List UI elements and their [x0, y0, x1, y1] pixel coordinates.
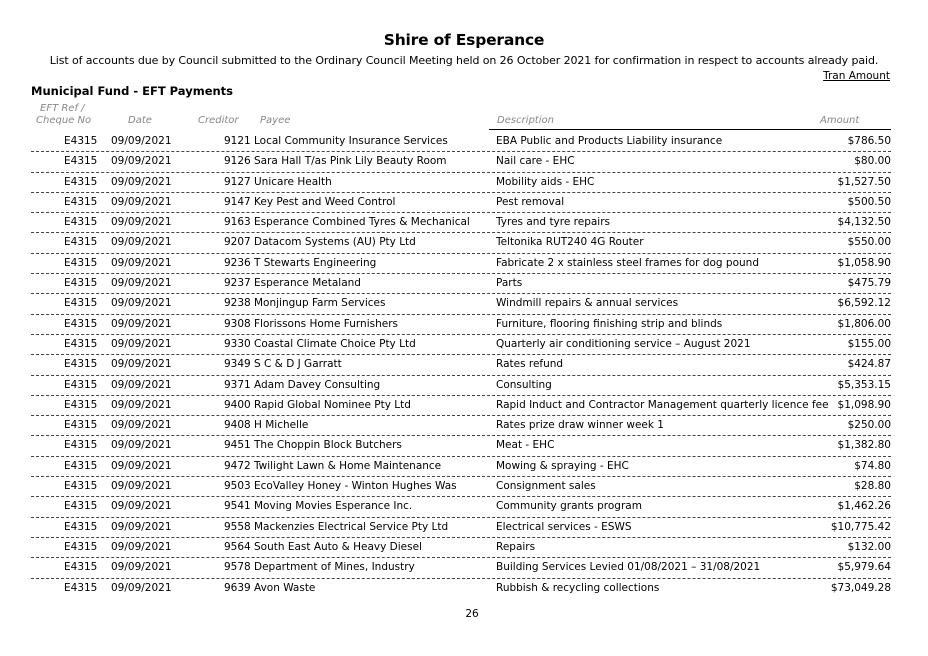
cell-creditor: 9126	[224, 155, 251, 168]
cell-date: 09/09/2021	[111, 256, 172, 269]
page-title: Shire of Esperance	[383, 31, 545, 49]
table-row	[31, 173, 891, 193]
table-row	[31, 457, 891, 477]
cell-payee: Florissons Home Furnishers	[254, 317, 398, 330]
table-row	[31, 213, 891, 233]
cell-payee: Coastal Climate Choice Pty Ltd	[254, 337, 416, 350]
cell-date: 09/09/2021	[111, 358, 172, 371]
cell-payee: Moving Movies Esperance Inc.	[254, 500, 413, 513]
cell-description: Fabricate 2 x stainless steel frames for dog pound	[496, 256, 759, 269]
cell-description: Pest removal	[496, 195, 565, 208]
col-header-description: Description	[497, 115, 554, 126]
table-row	[31, 355, 891, 375]
cell-ref: E4315	[64, 155, 98, 168]
cell-amount: $28.80	[854, 480, 891, 493]
cell-date: 09/09/2021	[111, 480, 172, 493]
cell-amount: $1,058.90	[837, 256, 891, 269]
cell-payee: Unicare Health	[254, 175, 332, 188]
cell-amount: $550.00	[847, 236, 891, 249]
table-row	[31, 477, 891, 497]
cell-description: Furniture, flooring finishing strip and blinds	[496, 317, 723, 330]
cell-ref: E4315	[64, 540, 98, 553]
cell-date: 09/09/2021	[111, 236, 172, 249]
table-row	[31, 233, 891, 253]
cell-amount: $1,098.90	[837, 398, 891, 411]
cell-creditor: 9127	[224, 175, 251, 188]
cell-description: Parts	[496, 277, 523, 290]
cell-date: 09/09/2021	[111, 581, 172, 594]
cell-date: 09/09/2021	[111, 439, 172, 452]
cell-date: 09/09/2021	[111, 378, 172, 391]
cell-amount: $10,775.42	[830, 520, 891, 533]
cell-description: Rapid Induct and Contractor Management quarterly licence fee	[496, 398, 829, 411]
table-row	[31, 558, 891, 578]
cell-amount: $786.50	[847, 135, 891, 147]
cell-payee: S C & D J Garratt	[254, 358, 342, 371]
page-number: 26	[465, 608, 479, 620]
cell-payee: The Choppin Block Butchers	[254, 439, 402, 452]
table-row	[31, 538, 891, 558]
table-row	[31, 335, 891, 355]
cell-payee: Local Community Insurance Services	[254, 135, 448, 147]
cell-ref: E4315	[64, 520, 98, 533]
cell-creditor: 9564	[224, 540, 251, 553]
cell-date: 09/09/2021	[111, 540, 172, 553]
cell-creditor: 9371	[224, 378, 251, 391]
cell-payee: Avon Waste	[254, 581, 316, 594]
cell-amount: $74.80	[854, 459, 891, 472]
cell-ref: E4315	[64, 398, 98, 411]
cell-amount: $155.00	[847, 337, 891, 350]
cell-creditor: 9578	[224, 561, 251, 574]
table-row	[31, 416, 891, 436]
cell-date: 09/09/2021	[111, 520, 172, 533]
cell-description: Teltonika RUT240 4G Router	[496, 236, 644, 249]
cell-amount: $73,049.28	[830, 581, 891, 594]
cell-description: Windmill repairs & annual services	[496, 297, 679, 310]
cell-description: Electrical services - ESWS	[496, 520, 632, 533]
cell-ref: E4315	[64, 317, 98, 330]
cell-description: Nail care - EHC	[496, 155, 575, 168]
col-header-creditor: Creditor	[198, 115, 239, 126]
cell-creditor: 9237	[224, 277, 251, 290]
cell-description: Rates refund	[496, 358, 564, 371]
table-row	[31, 315, 891, 335]
cell-ref: E4315	[64, 459, 98, 472]
cell-amount: $1,462.26	[837, 500, 891, 513]
cell-ref: E4315	[64, 581, 98, 594]
cell-payee: Mackenzies Electrical Service Pty Ltd	[254, 520, 449, 533]
cell-description: EBA Public and Products Liability insurance	[496, 135, 723, 147]
cell-date: 09/09/2021	[111, 195, 172, 208]
cell-payee: T Stewarts Engineering	[254, 256, 377, 269]
cell-ref: E4315	[64, 480, 98, 493]
cell-payee: Esperance Metaland	[254, 277, 361, 290]
cell-amount: $250.00	[847, 419, 891, 432]
cell-description: Building Services Levied 01/08/2021 – 31/08/2021	[496, 561, 761, 574]
cell-description: Consignment sales	[496, 480, 596, 493]
cell-date: 09/09/2021	[111, 317, 172, 330]
tran-amount-label: Tran Amount	[823, 70, 890, 82]
table-row	[31, 376, 891, 396]
cell-ref: E4315	[64, 135, 98, 147]
cell-date: 09/09/2021	[111, 459, 172, 472]
cell-amount: $1,382.80	[837, 439, 891, 452]
table-row	[31, 294, 891, 314]
cell-date: 09/09/2021	[111, 297, 172, 310]
cell-description: Tyres and tyre repairs	[496, 216, 611, 229]
cell-creditor: 9558	[224, 520, 251, 533]
cell-amount: $500.50	[847, 195, 891, 208]
table-row	[31, 497, 891, 517]
cell-creditor: 9541	[224, 500, 251, 513]
cell-creditor: 9639	[224, 581, 251, 594]
cell-payee: Rapid Global Nominee Pty Ltd	[254, 398, 411, 411]
table-row	[31, 254, 891, 274]
cell-creditor: 9349	[224, 358, 251, 371]
cell-description: Repairs	[496, 540, 536, 553]
cell-ref: E4315	[64, 175, 98, 188]
table-row	[31, 579, 891, 599]
cell-payee: EcoValley Honey - Winton Hughes Was	[254, 480, 457, 493]
cell-description: Rubbish & recycling collections	[496, 581, 660, 594]
cell-ref: E4315	[64, 297, 98, 310]
cell-amount: $475.79	[847, 277, 891, 290]
table-row	[31, 132, 891, 152]
cell-ref: E4315	[64, 195, 98, 208]
cell-creditor: 9238	[224, 297, 251, 310]
cell-payee: Twilight Lawn & Home Maintenance	[254, 459, 442, 472]
cell-payee: South East Auto & Heavy Diesel	[254, 540, 422, 553]
cell-payee: Datacom Systems (AU) Pty Ltd	[254, 236, 416, 249]
table-row	[31, 193, 891, 213]
col-header-ref-line2: Cheque No	[36, 115, 92, 126]
cell-amount: $132.00	[847, 540, 891, 553]
cell-amount: $1,527.50	[837, 175, 891, 188]
cell-payee: Esperance Combined Tyres & Mechanical	[254, 216, 470, 229]
cell-creditor: 9308	[224, 317, 251, 330]
cell-ref: E4315	[64, 439, 98, 452]
cell-creditor: 9503	[224, 480, 251, 493]
table-row	[31, 518, 891, 538]
cell-creditor: 9472	[224, 459, 251, 472]
cell-creditor: 9163	[224, 216, 251, 229]
payments-table	[0, 132, 928, 599]
cell-ref: E4315	[64, 358, 98, 371]
cell-description: Meat - EHC	[496, 439, 555, 452]
cell-date: 09/09/2021	[111, 175, 172, 188]
cell-description: Rates prize draw winner week 1	[496, 419, 664, 432]
cell-description: Quarterly air conditioning service – August 2021	[496, 337, 751, 350]
cell-ref: E4315	[64, 500, 98, 513]
table-row	[31, 274, 891, 294]
cell-ref: E4315	[64, 277, 98, 290]
cell-ref: E4315	[64, 378, 98, 391]
cell-creditor: 9451	[224, 439, 251, 452]
cell-date: 09/09/2021	[111, 337, 172, 350]
cell-ref: E4315	[64, 561, 98, 574]
col-header-ref-line1: EFT Ref /	[40, 103, 85, 114]
cell-amount: $5,353.15	[837, 378, 891, 391]
cell-payee: H Michelle	[254, 419, 309, 432]
table-row	[31, 152, 891, 172]
cell-description: Consulting	[496, 378, 552, 391]
cell-date: 09/09/2021	[111, 216, 172, 229]
section-heading: Municipal Fund - EFT Payments	[31, 84, 234, 98]
cell-description: Mowing & spraying - EHC	[496, 459, 629, 472]
col-header-date: Date	[128, 115, 152, 126]
cell-date: 09/09/2021	[111, 277, 172, 290]
cell-amount: $1,806.00	[837, 317, 891, 330]
col-header-amount: Amount	[820, 115, 860, 126]
cell-creditor: 9400	[224, 398, 251, 411]
cell-ref: E4315	[64, 236, 98, 249]
table-row	[31, 436, 891, 456]
cell-date: 09/09/2021	[111, 135, 172, 147]
cell-amount: $424.87	[847, 358, 891, 371]
cell-creditor: 9147	[224, 195, 251, 208]
cell-date: 09/09/2021	[111, 155, 172, 168]
col-header-payee: Payee	[260, 115, 291, 126]
cell-creditor: 9408	[224, 419, 251, 432]
table-row	[31, 396, 891, 416]
cell-amount: $5,979.64	[837, 561, 891, 574]
cell-ref: E4315	[64, 337, 98, 350]
cell-creditor: 9207	[224, 236, 251, 249]
cell-ref: E4315	[64, 216, 98, 229]
cell-creditor: 9121	[224, 135, 251, 147]
cell-ref: E4315	[64, 256, 98, 269]
page-subtitle: List of accounts due by Council submitted to the Ordinary Council Meeting held on 26 October 2021 for confirmation in respect to accounts already paid.	[49, 54, 879, 67]
cell-payee: Department of Mines, Industry	[254, 561, 415, 574]
cell-amount: $4,132.50	[837, 216, 891, 229]
cell-date: 09/09/2021	[111, 561, 172, 574]
cell-description: Community grants program	[496, 500, 642, 513]
cell-payee: Monjingup Farm Services	[254, 297, 386, 310]
cell-date: 09/09/2021	[111, 398, 172, 411]
cell-amount: $80.00	[854, 155, 891, 168]
cell-date: 09/09/2021	[111, 500, 172, 513]
cell-description: Mobility aids - EHC	[496, 175, 595, 188]
cell-amount: $6,592.12	[837, 297, 891, 310]
cell-date: 09/09/2021	[111, 419, 172, 432]
cell-creditor: 9236	[224, 256, 251, 269]
cell-payee: Adam Davey Consulting	[254, 378, 381, 391]
cell-payee: Key Pest and Weed Control	[254, 195, 396, 208]
cell-creditor: 9330	[224, 337, 251, 350]
cell-ref: E4315	[64, 419, 98, 432]
header-rule	[489, 129, 891, 130]
cell-payee: Sara Hall T/as Pink Lily Beauty Room	[254, 155, 447, 168]
